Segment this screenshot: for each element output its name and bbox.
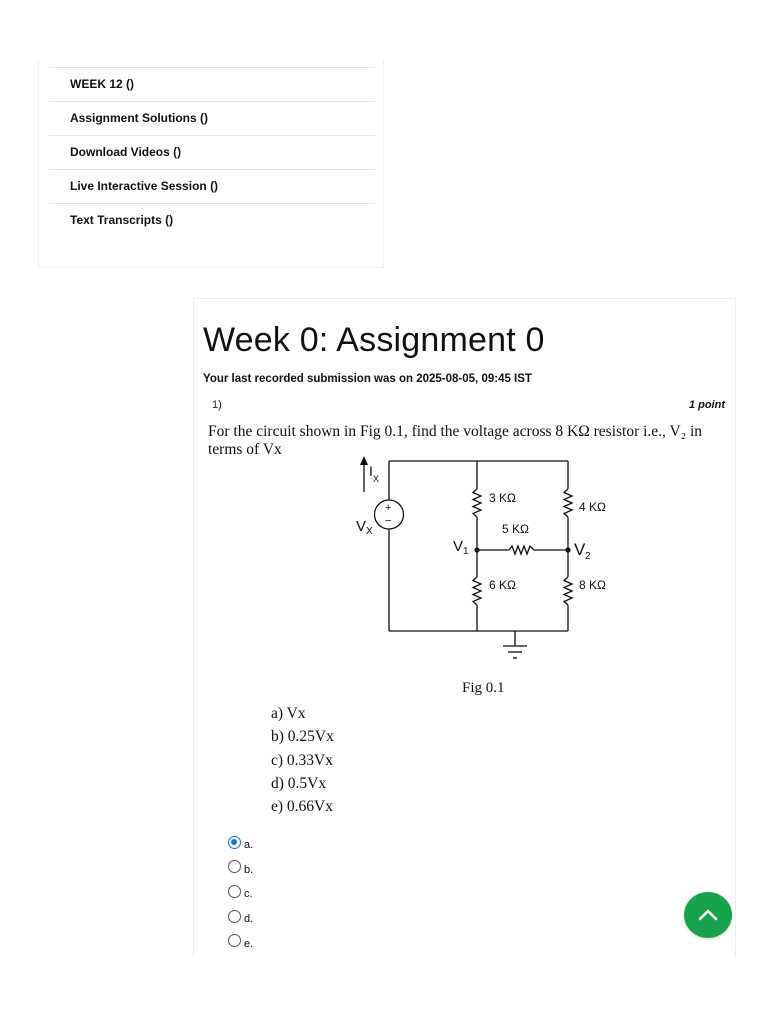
resistor-8k xyxy=(564,577,572,605)
label-vx-sub: X xyxy=(366,526,373,537)
submission-note: Your last recorded submission was on 2025-08-05, 09:45 IST xyxy=(203,373,532,385)
choice-c-radio[interactable] xyxy=(228,885,241,898)
figure-caption: Fig 0.1 xyxy=(462,680,505,696)
page-title: Week 0: Assignment 0 xyxy=(203,321,545,359)
nav-item-download-videos[interactable]: Download Videos () xyxy=(49,136,375,170)
label-v2-sub: 2 xyxy=(585,551,591,562)
choice-d-radio[interactable] xyxy=(228,910,241,923)
resistor-5k xyxy=(509,546,534,554)
option-text-b: b) 0.25Vx xyxy=(271,728,334,746)
label-vx: V xyxy=(356,518,367,535)
choice-e-label: e. xyxy=(244,937,254,950)
choice-a-label: a. xyxy=(244,839,254,852)
label-4k: 4 KΩ xyxy=(579,500,606,514)
resistor-6k xyxy=(473,577,481,605)
source-plus-sign: + xyxy=(385,502,392,514)
choice-c[interactable] xyxy=(228,879,253,904)
option-text-a: a) Vx xyxy=(271,705,306,722)
course-nav-card xyxy=(38,60,384,268)
scroll-to-top-button[interactable] xyxy=(684,892,732,938)
choice-d-label: d. xyxy=(244,913,254,926)
choice-b[interactable] xyxy=(228,855,253,880)
label-6k: 6 KΩ xyxy=(489,578,516,592)
label-3k: 3 KΩ xyxy=(489,491,516,505)
resistor-4k xyxy=(564,489,572,517)
option-text-d: d) 0.5Vx xyxy=(271,774,327,792)
label-8k: 8 KΩ xyxy=(579,578,606,592)
choice-e-radio[interactable] xyxy=(228,934,241,947)
label-5k: 5 KΩ xyxy=(502,522,529,536)
question-number: 1) xyxy=(212,399,222,411)
course-nav-list xyxy=(49,67,375,238)
circuit-figure xyxy=(344,454,614,699)
choice-b-radio[interactable] xyxy=(228,860,241,873)
choice-a[interactable] xyxy=(228,830,253,855)
assignment-card xyxy=(193,298,736,958)
label-ix-sub: X xyxy=(373,474,380,484)
current-arrow xyxy=(360,456,368,465)
nav-item-live-interactive-session[interactable]: Live Interactive Session () xyxy=(49,170,375,204)
nav-item-week-12[interactable]: WEEK 12 () xyxy=(49,68,375,102)
choice-b-label: b. xyxy=(244,863,254,876)
choice-d[interactable] xyxy=(228,904,253,929)
nav-item-text-transcripts[interactable]: Text Transcripts () xyxy=(70,213,174,227)
question-points: 1 point xyxy=(688,399,725,411)
option-text-e: e) 0.66Vx xyxy=(271,798,333,816)
resistor-3k xyxy=(473,489,481,517)
label-v2: V xyxy=(574,540,586,559)
source-minus-sign: − xyxy=(385,515,392,527)
label-v1-sub: 1 xyxy=(463,546,469,557)
choice-c-label: c. xyxy=(244,888,253,901)
label-ix: I xyxy=(369,463,373,479)
nav-item-assignment-solutions[interactable]: Assignment Solutions () xyxy=(49,102,375,136)
option-texts xyxy=(271,702,334,818)
question-text: For the circuit shown in Fig 0.1, find the voltage across 8 KΩ resistor i.e., V₂ in terms of Vx xyxy=(208,423,703,458)
choice-a-radio[interactable] xyxy=(228,836,241,849)
label-v1: V xyxy=(453,538,464,555)
node-v1-dot xyxy=(474,547,479,552)
node-v2-dot xyxy=(565,547,570,552)
ground-symbol xyxy=(503,646,527,658)
option-text-c: c) 0.33Vx xyxy=(271,751,333,769)
chevron-up-icon xyxy=(696,903,720,927)
answer-choices xyxy=(228,830,253,953)
choice-e[interactable] xyxy=(228,928,253,953)
